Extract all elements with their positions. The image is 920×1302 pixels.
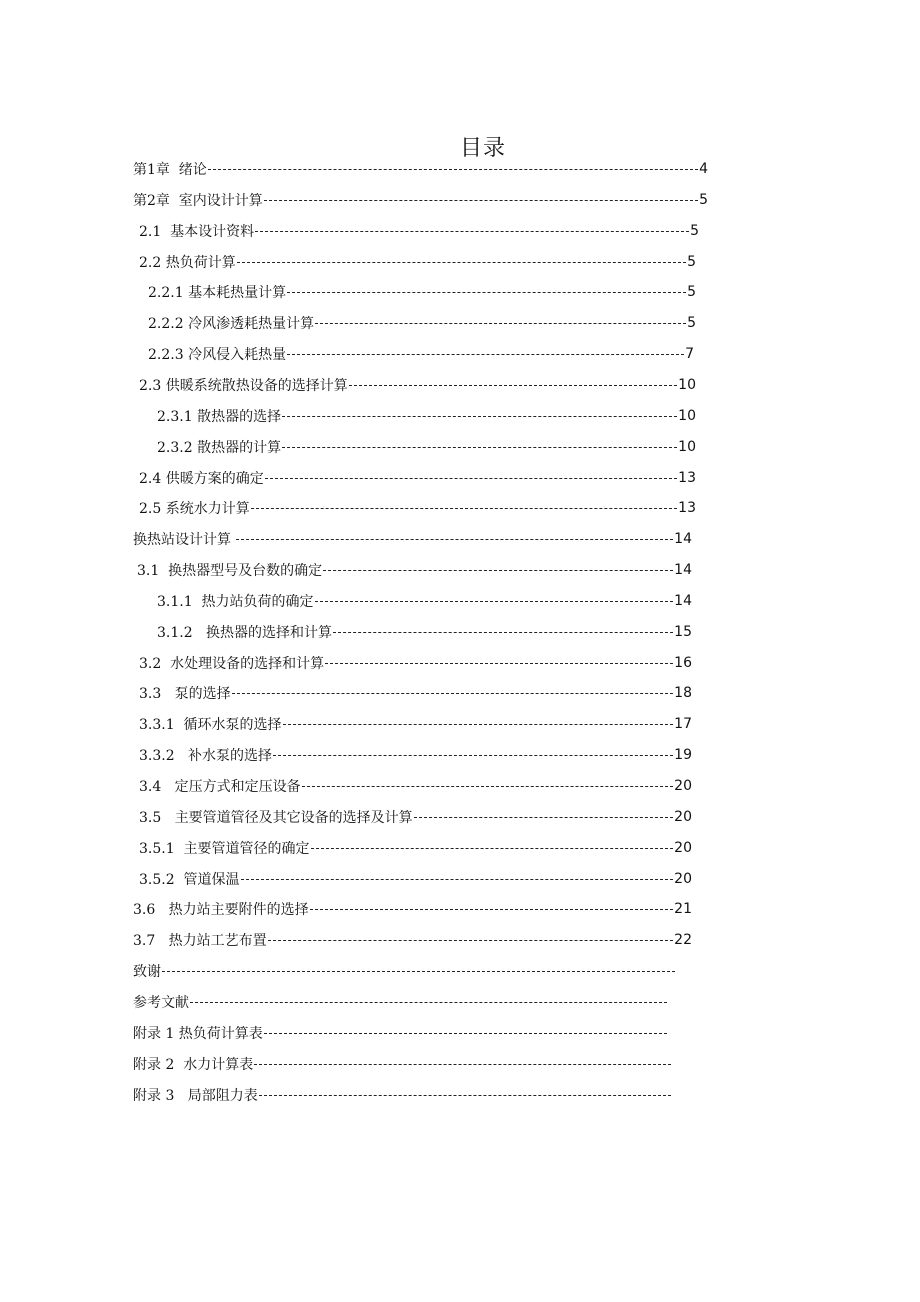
toc-entry-label: 2.3 供暖系统散热设备的选择计算	[139, 377, 348, 394]
toc-entry[interactable]	[139, 373, 696, 397]
toc-entry-label: 3.1 换热器型号及台数的确定	[137, 563, 323, 580]
toc-entry[interactable]	[133, 157, 708, 181]
toc-entry[interactable]	[157, 589, 692, 613]
toc-dash-leader	[282, 404, 677, 428]
toc-dash-leader	[315, 311, 686, 335]
toc-dash-leader	[265, 466, 677, 490]
toc-dash-leader	[237, 250, 686, 274]
toc-entry[interactable]	[133, 188, 708, 212]
toc-entry[interactable]	[137, 558, 692, 582]
toc-entry-label: 附录 3 局部阻力表	[133, 1087, 258, 1104]
toc-entry-label: 3.2 水处理设备的选择和计算	[139, 655, 325, 672]
toc-page-number: 14	[674, 592, 692, 609]
toc-entry[interactable]	[148, 311, 696, 335]
toc-dash-leader	[349, 373, 677, 397]
toc-page-number: 20	[674, 778, 692, 794]
toc-dash-leader	[208, 157, 698, 181]
toc-entry-label: 第2章 室内设计计算	[133, 192, 263, 209]
toc-entry[interactable]	[133, 928, 692, 952]
toc-dash-leader	[311, 836, 674, 860]
toc-entry[interactable]	[133, 1021, 668, 1045]
toc-entry[interactable]	[139, 836, 692, 860]
toc-entry[interactable]	[133, 990, 668, 1014]
toc-entry[interactable]	[148, 280, 696, 304]
toc-entry[interactable]	[157, 404, 696, 428]
toc-entry-label: 参考文献	[133, 994, 189, 1011]
toc-page-number: 14	[674, 562, 692, 579]
toc-entry-label: 2.2.1 基本耗热量计算	[148, 285, 287, 302]
toc-entry[interactable]	[139, 743, 692, 767]
toc-entry-label: 第1章 绪论	[133, 162, 207, 178]
toc-dash-leader	[162, 959, 675, 983]
toc-entry[interactable]	[157, 620, 692, 644]
toc-entry-label: 2.2.2 冷风渗透耗热量计算	[148, 316, 315, 333]
toc-dash-leader	[323, 558, 673, 582]
toc-page-number: 5	[690, 222, 699, 239]
toc-entry[interactable]	[139, 712, 692, 736]
toc-dash-leader	[287, 342, 684, 366]
toc-page-number: 20	[674, 808, 692, 825]
toc-entry-label: 3.3 泵的选择	[139, 686, 231, 703]
toc-entry-label: 2.3.1 散热器的选择	[157, 408, 282, 425]
toc-entry[interactable]	[148, 342, 694, 366]
toc-entry-label: 3.7 热力站工艺布置	[133, 933, 267, 950]
toc-dash-leader	[325, 651, 673, 675]
toc-entry[interactable]	[139, 681, 692, 705]
toc-page-number: 5	[687, 284, 696, 301]
toc-entry[interactable]	[139, 867, 692, 891]
toc-dash-leader	[255, 219, 689, 243]
toc-page-number: 21	[674, 901, 692, 918]
toc-page-number: 13	[678, 500, 696, 517]
toc-page-number: 10	[678, 407, 696, 424]
toc-entry[interactable]	[139, 774, 692, 798]
toc-page-number: 15	[674, 623, 692, 640]
toc-entry[interactable]	[157, 435, 696, 459]
toc-dash-leader	[232, 681, 674, 705]
toc-entry[interactable]	[133, 1083, 672, 1107]
toc-entry-label: 附录 1 热负荷计算表	[133, 1025, 263, 1042]
toc-dash-leader	[302, 774, 674, 798]
toc-dash-leader	[333, 620, 673, 644]
toc-dash-leader	[315, 589, 674, 613]
toc-entry-label: 2.3.2 散热器的计算	[157, 439, 282, 456]
toc-entry-label: 3.3.1 循环水泵的选择	[139, 717, 282, 734]
toc-dash-leader	[414, 805, 674, 829]
toc-dash-leader	[287, 280, 686, 304]
toc-page-number: 22	[674, 932, 692, 949]
toc-entry-label: 3.5 主要管道管径及其它设备的选择及计算	[139, 809, 413, 826]
toc-page-number: 4	[699, 161, 708, 177]
toc-entry-label: 2.4 供暖方案的确定	[139, 470, 264, 487]
toc-dash-leader	[282, 435, 677, 459]
toc-dash-leader	[241, 867, 674, 891]
toc-entry-label: 3.1.1 热力站负荷的确定	[157, 593, 314, 610]
toc-entry[interactable]	[139, 250, 696, 274]
toc-dash-leader	[254, 1052, 671, 1076]
toc-dash-leader	[264, 1021, 667, 1045]
toc-entry-label: 3.5.2 管道保温	[139, 871, 240, 888]
toc-dash-leader	[283, 712, 674, 736]
toc-entry-label: 致谢	[133, 964, 161, 981]
toc-entry-label: 3.6 热力站主要附件的选择	[133, 902, 309, 919]
toc-dash-leader	[273, 743, 673, 767]
toc-entry[interactable]	[139, 466, 696, 490]
toc-page-number: 5	[687, 253, 696, 270]
page-title: 目录	[459, 136, 506, 161]
toc-dash-leader	[264, 188, 698, 212]
toc-page-number: 18	[674, 685, 692, 702]
toc-page-number: 10	[678, 376, 696, 393]
toc-entry[interactable]	[133, 897, 692, 921]
toc-entry-label: 附录 2 水力计算表	[133, 1056, 254, 1073]
toc-entry-label: 2.2 热负荷计算	[139, 254, 236, 271]
toc-dash-leader	[259, 1083, 671, 1107]
toc-entry[interactable]	[139, 496, 696, 520]
toc-dash-leader	[310, 897, 674, 921]
toc-entry[interactable]	[133, 1052, 672, 1076]
toc-entry-label: 2.5 系统水力计算	[139, 501, 250, 518]
toc-entry[interactable]	[133, 527, 692, 551]
toc-entry-label: 3.3.2 补水泵的选择	[139, 748, 272, 765]
toc-entry-label: 3.4 定压方式和定压设备	[139, 779, 301, 795]
toc-page-number: 7	[685, 346, 694, 363]
toc-entry[interactable]	[139, 219, 699, 243]
toc-entry[interactable]	[133, 959, 676, 983]
toc-page-number: 19	[674, 747, 692, 764]
toc-entry-label: 换热站设计计算	[133, 532, 236, 549]
toc-dash-leader	[268, 928, 674, 952]
toc-entry[interactable]	[139, 651, 692, 675]
toc-page-number: 5	[687, 315, 696, 332]
toc-page-number: 14	[674, 531, 692, 548]
toc-entry[interactable]	[139, 805, 692, 829]
toc-page-number: 13	[678, 469, 696, 486]
toc-page-number: 20	[674, 839, 692, 856]
toc-entry-label: 2.1 基本设计资料	[139, 223, 255, 240]
toc-entry-label: 3.5.1 主要管道管径的确定	[139, 840, 310, 857]
toc-page-number: 17	[674, 716, 692, 733]
toc-dash-leader	[190, 990, 667, 1014]
toc-page-number: 5	[699, 191, 708, 208]
toc-entry-label: 2.2.3 冷风侵入耗热量	[148, 347, 287, 364]
toc-page-number: 20	[674, 870, 692, 887]
toc-dash-leader	[251, 496, 677, 520]
toc-dash-leader	[236, 527, 673, 551]
toc-page-number: 16	[674, 654, 692, 671]
toc-entry-label: 3.1.2 换热器的选择和计算	[157, 624, 332, 641]
toc-page-number: 10	[678, 438, 696, 455]
